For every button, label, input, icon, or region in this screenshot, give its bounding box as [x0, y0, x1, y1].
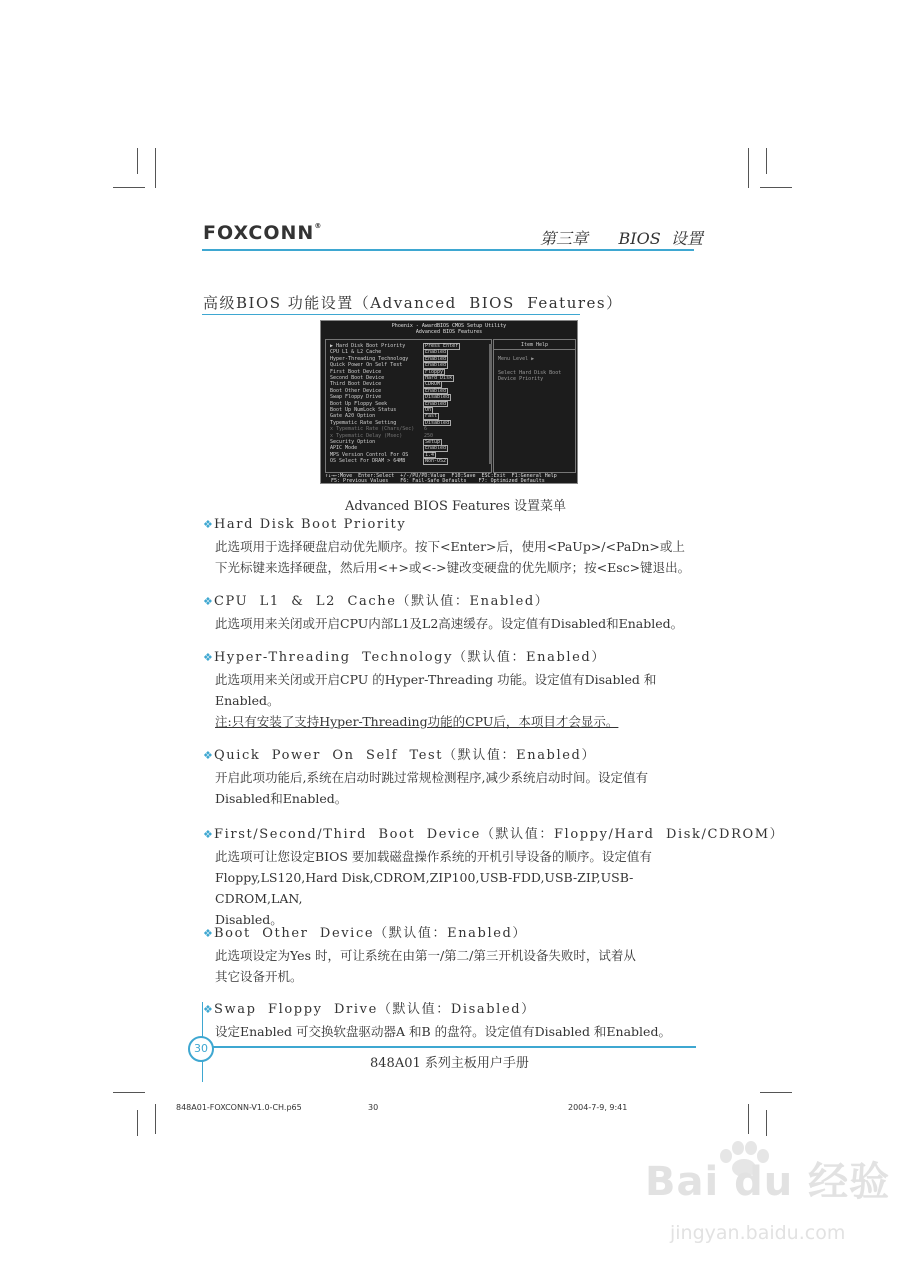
section-heading-text: Boot Other Device（默认值：Enabled） — [214, 926, 528, 941]
bios-option-label: x Typematic Rate (Chars/Sec) — [330, 426, 415, 433]
bios-option-label: First Boot Device — [330, 368, 382, 375]
body-line: 设定Enabled 可交换软盘驱动器A 和B 的盘符。设定值有Disabled 和Enabled。 — [215, 1024, 671, 1039]
bios-option-value: Enabled — [425, 362, 447, 369]
section-body — [215, 945, 698, 987]
section-heading — [203, 925, 698, 943]
manual-title: 848A01 系列主板用户手册 — [370, 1056, 529, 1071]
section-heading — [203, 826, 785, 844]
baidu-watermark: Bai du 经验 — [645, 1159, 891, 1205]
bios-item-help-title: Item Help — [494, 342, 575, 350]
bios-option-label: Boot Other Device — [330, 387, 382, 394]
section-heading — [203, 649, 698, 667]
logo-registered-mark: ® — [314, 222, 323, 230]
bios-menu-level: Menu Level ▶ — [498, 356, 535, 362]
crop-mark — [760, 1092, 792, 1093]
bios-option-label: Gate A20 Option — [330, 413, 376, 420]
section-body — [215, 536, 698, 578]
diamond-bullet-icon: ❖ — [203, 927, 215, 940]
body-line: 此选项可让您设定BIOS 要加载磁盘操作系统的开机引导设备的顺序。设定值有 — [215, 849, 652, 864]
crop-mark — [155, 148, 156, 188]
bios-option-value: Fast — [425, 413, 438, 420]
body-line: Floppy,LS120,Hard Disk,CDROM,ZIP100,USB-FDD,USB-ZIP,USB-CDROM,LAN, — [215, 870, 634, 906]
foxconn-logo — [203, 222, 322, 244]
bios-option-label: ▶ Hard Disk Boot Priority — [330, 343, 406, 349]
bios-option-value: Setup — [425, 439, 441, 445]
bios-option-label: Security Option — [330, 439, 376, 445]
section-title: 高级BIOS 功能设置（Advanced BIOS Features） — [203, 294, 623, 312]
section-heading-text: CPU L1 & L2 Cache（默认值：Enabled） — [214, 594, 550, 609]
bios-scrollbar — [489, 344, 492, 464]
crop-mark — [760, 187, 792, 188]
body-line: 此选项用于选择硬盘启动优先顺序。按下<Enter>后，使用<PaUp>/<PaDn>或上 — [215, 539, 685, 554]
bios-option-label: Boot Up NumLock Status — [330, 407, 397, 413]
print-date: 2004-7-9, 9:41 — [568, 1103, 628, 1112]
crop-mark — [137, 1110, 138, 1136]
bios-option-label: Typematic Rate Setting — [330, 419, 397, 426]
bios-option-value: On — [425, 407, 432, 413]
bios-option-label: Quick Power On Self Test — [330, 362, 403, 369]
bios-help-line1: Select Hard Disk Boot — [498, 370, 562, 376]
page-number-badge: 30 — [188, 1036, 214, 1062]
crop-mark — [748, 1104, 749, 1134]
section-boot-other-device — [203, 925, 698, 987]
title-underline — [202, 314, 580, 315]
bios-footer-line2: F5: Previous Values F6: Fail-Safe Defaults F7: Optimized Defaults — [325, 478, 545, 484]
section-boot-device — [203, 826, 785, 930]
bios-option-value: Enabled — [425, 445, 447, 452]
section-body — [215, 846, 698, 930]
crop-mark — [113, 1092, 145, 1093]
logo-text: FOXCONN — [203, 222, 315, 244]
bios-option-value: Enabled — [425, 400, 447, 407]
body-line: Enabled。 — [215, 693, 280, 708]
bios-option-label: CPU L1 & L2 Cache — [330, 349, 382, 356]
bios-option-value: Floppy — [425, 368, 444, 375]
section-cpu-cache — [203, 593, 698, 634]
body-line: 此选项用来关闭或开启CPU 的Hyper-Threading 功能。设定值有Disabled 和 — [215, 672, 657, 687]
section-note: 注:只有安装了支持Hyper-Threading功能的CPU后，本项目才会显示。 — [215, 714, 619, 729]
section-heading-text: Quick Power On Self Test（默认值：Enabled） — [214, 748, 597, 763]
bios-option-value: CDROM — [425, 381, 441, 388]
bios-help-line2: Device Priority — [498, 376, 544, 382]
bios-option-value: Disabled — [425, 394, 450, 401]
bios-screenshot — [320, 320, 578, 484]
body-line: Disabled和Enabled。 — [215, 791, 348, 806]
bios-option-label: Second Boot Device — [330, 375, 385, 381]
diamond-bullet-icon: ❖ — [203, 651, 215, 664]
section-hard-disk-boot-priority — [203, 516, 698, 578]
bios-option-value: 1.4 — [425, 451, 435, 458]
print-page: 30 — [368, 1103, 379, 1112]
bios-option-value: 6 — [424, 426, 428, 433]
section-body — [215, 669, 698, 732]
body-line: 其它设备开机。 — [215, 969, 303, 984]
bios-option-label: OS Select For DRAM > 64MB — [330, 458, 406, 465]
body-line: 此选项用来关闭或开启CPU内部L1及L2高速缓存。设定值有Disabled和Enabled。 — [215, 616, 684, 631]
body-line: 此选项设定为Yes 时，可让系统在由第一/第二/第三开机设备失败时，试着从 — [215, 948, 636, 963]
bios-title-line1: Phoenix - AwardBIOS CMOS Setup Utility — [391, 323, 507, 329]
section-heading — [203, 516, 698, 534]
bios-option-value: Non-OS2 — [425, 458, 447, 465]
body-line: 下光标键来选择硬盘，然后用<+>或<->键改变硬盘的优先顺序；按<Esc>键退出。 — [215, 560, 691, 575]
body-line: Disabled。 — [215, 912, 283, 927]
section-heading-text: Hyper-Threading Technology（默认值：Enabled） — [214, 650, 606, 665]
footer-rule — [202, 1046, 696, 1048]
section-heading-text: Swap Floppy Drive（默认值：Disabled） — [214, 1002, 536, 1017]
bios-title — [321, 323, 577, 336]
bios-footer-line1: ↑↓→←:Move Enter:Select +/-/PU/PD:Value F10:Save ESC:Exit F1:General Help — [325, 473, 557, 479]
crop-mark — [766, 148, 767, 174]
section-heading — [203, 747, 698, 765]
bios-option-value: Press Enter — [425, 343, 459, 349]
bios-option-label: APIC Mode — [330, 445, 358, 452]
diamond-bullet-icon: ❖ — [203, 1003, 215, 1016]
bios-option-value: Hard Disk — [425, 375, 453, 381]
bios-option-value: Enabled — [425, 349, 447, 356]
body-line: 开启此项功能后,系统在启动时跳过常规检测程序,减少系统启动时间。设定值有 — [215, 770, 648, 785]
print-filename: 848A01-FOXCONN-V1.0-CH.p65 — [176, 1103, 302, 1112]
section-body — [215, 613, 698, 634]
diamond-bullet-icon: ❖ — [203, 828, 215, 841]
bios-option-label: Swap Floppy Drive — [330, 394, 382, 401]
section-heading-text: Hard Disk Boot Priority — [214, 517, 407, 532]
bios-option-label: MPS Version Control For OS — [330, 451, 409, 458]
bios-option-value: Enabled — [425, 355, 447, 362]
bios-title-line2: Advanced BIOS Features — [415, 329, 483, 336]
watermark-url: jingyan.baidu.com — [670, 1222, 846, 1244]
figure-caption: Advanced BIOS Features 设置菜单 — [345, 499, 567, 514]
bios-option-row — [330, 458, 448, 465]
section-hyper-threading — [203, 649, 698, 732]
chapter-heading: 第三章 BIOS 设置 — [540, 229, 703, 248]
diamond-bullet-icon: ❖ — [203, 518, 215, 531]
bios-option-label: Third Boot Device — [330, 381, 382, 388]
section-swap-floppy-drive — [203, 1001, 698, 1042]
bios-option-label: Boot Up Floppy Seek — [330, 400, 388, 407]
section-heading — [203, 1001, 698, 1019]
bios-item-help-panel — [493, 339, 576, 473]
bios-option-label: x Typematic Delay (Msec) — [330, 432, 403, 439]
crop-mark — [113, 187, 145, 188]
crop-mark — [766, 1110, 767, 1136]
section-heading — [203, 593, 698, 611]
crop-mark — [155, 1104, 156, 1134]
header-rule — [202, 249, 694, 251]
section-heading-text: First/Second/Third Boot Device（默认值：Floppy/Hard Disk/CDROM） — [214, 827, 785, 842]
bios-option-value: 250 — [424, 432, 434, 439]
section-body — [215, 767, 698, 809]
diamond-bullet-icon: ❖ — [203, 749, 215, 762]
section-body — [215, 1021, 698, 1042]
section-quick-power-on-self-test — [203, 747, 698, 809]
crop-mark — [748, 148, 749, 188]
diamond-bullet-icon: ❖ — [203, 595, 215, 608]
crop-mark — [137, 148, 138, 174]
bios-option-label: Hyper-Threading Technology — [330, 355, 409, 362]
bios-option-value: Disabled — [425, 419, 450, 426]
bios-option-value: Enabled — [425, 387, 447, 394]
bios-options-panel — [325, 339, 492, 473]
